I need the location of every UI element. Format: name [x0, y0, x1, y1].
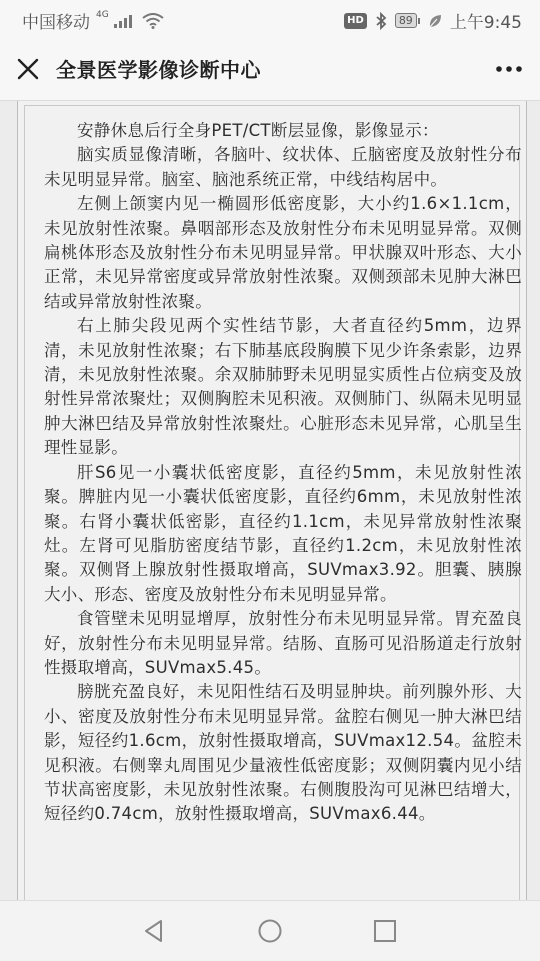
clock-time: 上午9:45: [449, 13, 522, 33]
report-frame: [17, 101, 527, 900]
report-paragraph: 膀胱充盈良好，未见阳性结石及明显肿块。前列腺外形、大小、密度及放射性分布未见明显异常。盆腔右侧见一肿大淋巴结影，短径约1.6cm，放射性摄取增高，SUVmax12.54。盆腔未见积液。右侧睾丸周围见少量液性低密度影；双侧阴囊内见小结节状高密度影，未见放射性浓聚。右侧腹股沟可见淋巴结增大，短径约0.74cm，放射性摄取增高，SUVmax6.44。: [44, 682, 522, 824]
report-paragraph: 肝S6见一小囊状低密度影，直径约5mm，未见放射性浓聚。脾脏内见一小囊状低密度影，直径约6mm，未见放射性浓聚。右肾小囊状低密影，直径约1.1cm，未见异常放射性浓聚灶。左肾可见脂肪密度结节影，直径约1.2cm，未见放射性浓聚。双侧肾上腺放射性摄取增高，SUVmax3.92。胆囊、胰腺大小、形态、密度及放射性分布未见明显异常。: [44, 462, 522, 604]
report-paragraph: 左侧上颌窦内见一椭圆形低密度影，大小约1.6×1.1cm，未见放射性浓聚。鼻咽部形态及放射性分布未见明显异常。双侧扁桃体形态及放射性分布未见明显异常。甲状腺双叶形态、大小正常，未见异常密度或异常放射性浓聚。双侧颈部未见肿大淋巴结或异常放射性浓聚。: [44, 194, 522, 311]
report-paragraph: 右上肺尖段见两个实性结节影，大者直径约5mm，边界清，未见放射性浓聚；右下肺基底段胸膜下见少许条索影，边界清，未见放射性浓聚。余双肺肺野未见明显实质性占位病变及放射性异常浓聚灶；双侧胸腔未见积液。双侧肺门、纵隔未见明显肿大淋巴结及异常放射性浓聚灶。心脏形态未见异常，心肌呈生理性显影。: [44, 316, 522, 458]
bluetooth-icon: [375, 12, 387, 30]
battery-level: 89: [395, 13, 417, 28]
home-circle-icon[interactable]: [256, 917, 284, 945]
status-right: [344, 8, 522, 33]
title-bar: [0, 38, 540, 101]
hd-icon: HD: [344, 13, 367, 29]
more-icon[interactable]: [494, 58, 524, 80]
wifi-icon: [142, 13, 164, 29]
report-paragraph: 食管壁未见明显增厚，放射性分布未见明显异常。胃充盈良好，放射性分布未见明显异常。结肠、直肠可见沿肠道走行放射性摄取增高，SUVmax5.45。: [44, 609, 522, 677]
report-text: [44, 119, 522, 827]
status-bar: [0, 0, 540, 38]
system-nav-bar: [0, 900, 540, 961]
battery-icon: [395, 13, 420, 28]
leaf-icon: [428, 13, 442, 29]
signal-icon: [114, 14, 132, 28]
report-content[interactable]: [0, 101, 540, 900]
network-type: 4G: [96, 9, 109, 20]
close-icon[interactable]: [14, 55, 42, 83]
back-triangle-icon[interactable]: [140, 917, 168, 945]
page-title: 全景医学影像诊断中心: [56, 58, 261, 82]
carrier-label: 中国移动: [22, 13, 90, 33]
report-paragraph: 安静休息后行全身PET/CT断层显像，影像显示：: [77, 121, 439, 140]
recents-square-icon[interactable]: [371, 917, 399, 945]
report-paragraph: 脑实质显像清晰，各脑叶、纹状体、丘脑密度及放射性分布未见明显异常。脑室、脑池系统正常，中线结构居中。: [44, 145, 522, 189]
status-left: [22, 8, 164, 33]
